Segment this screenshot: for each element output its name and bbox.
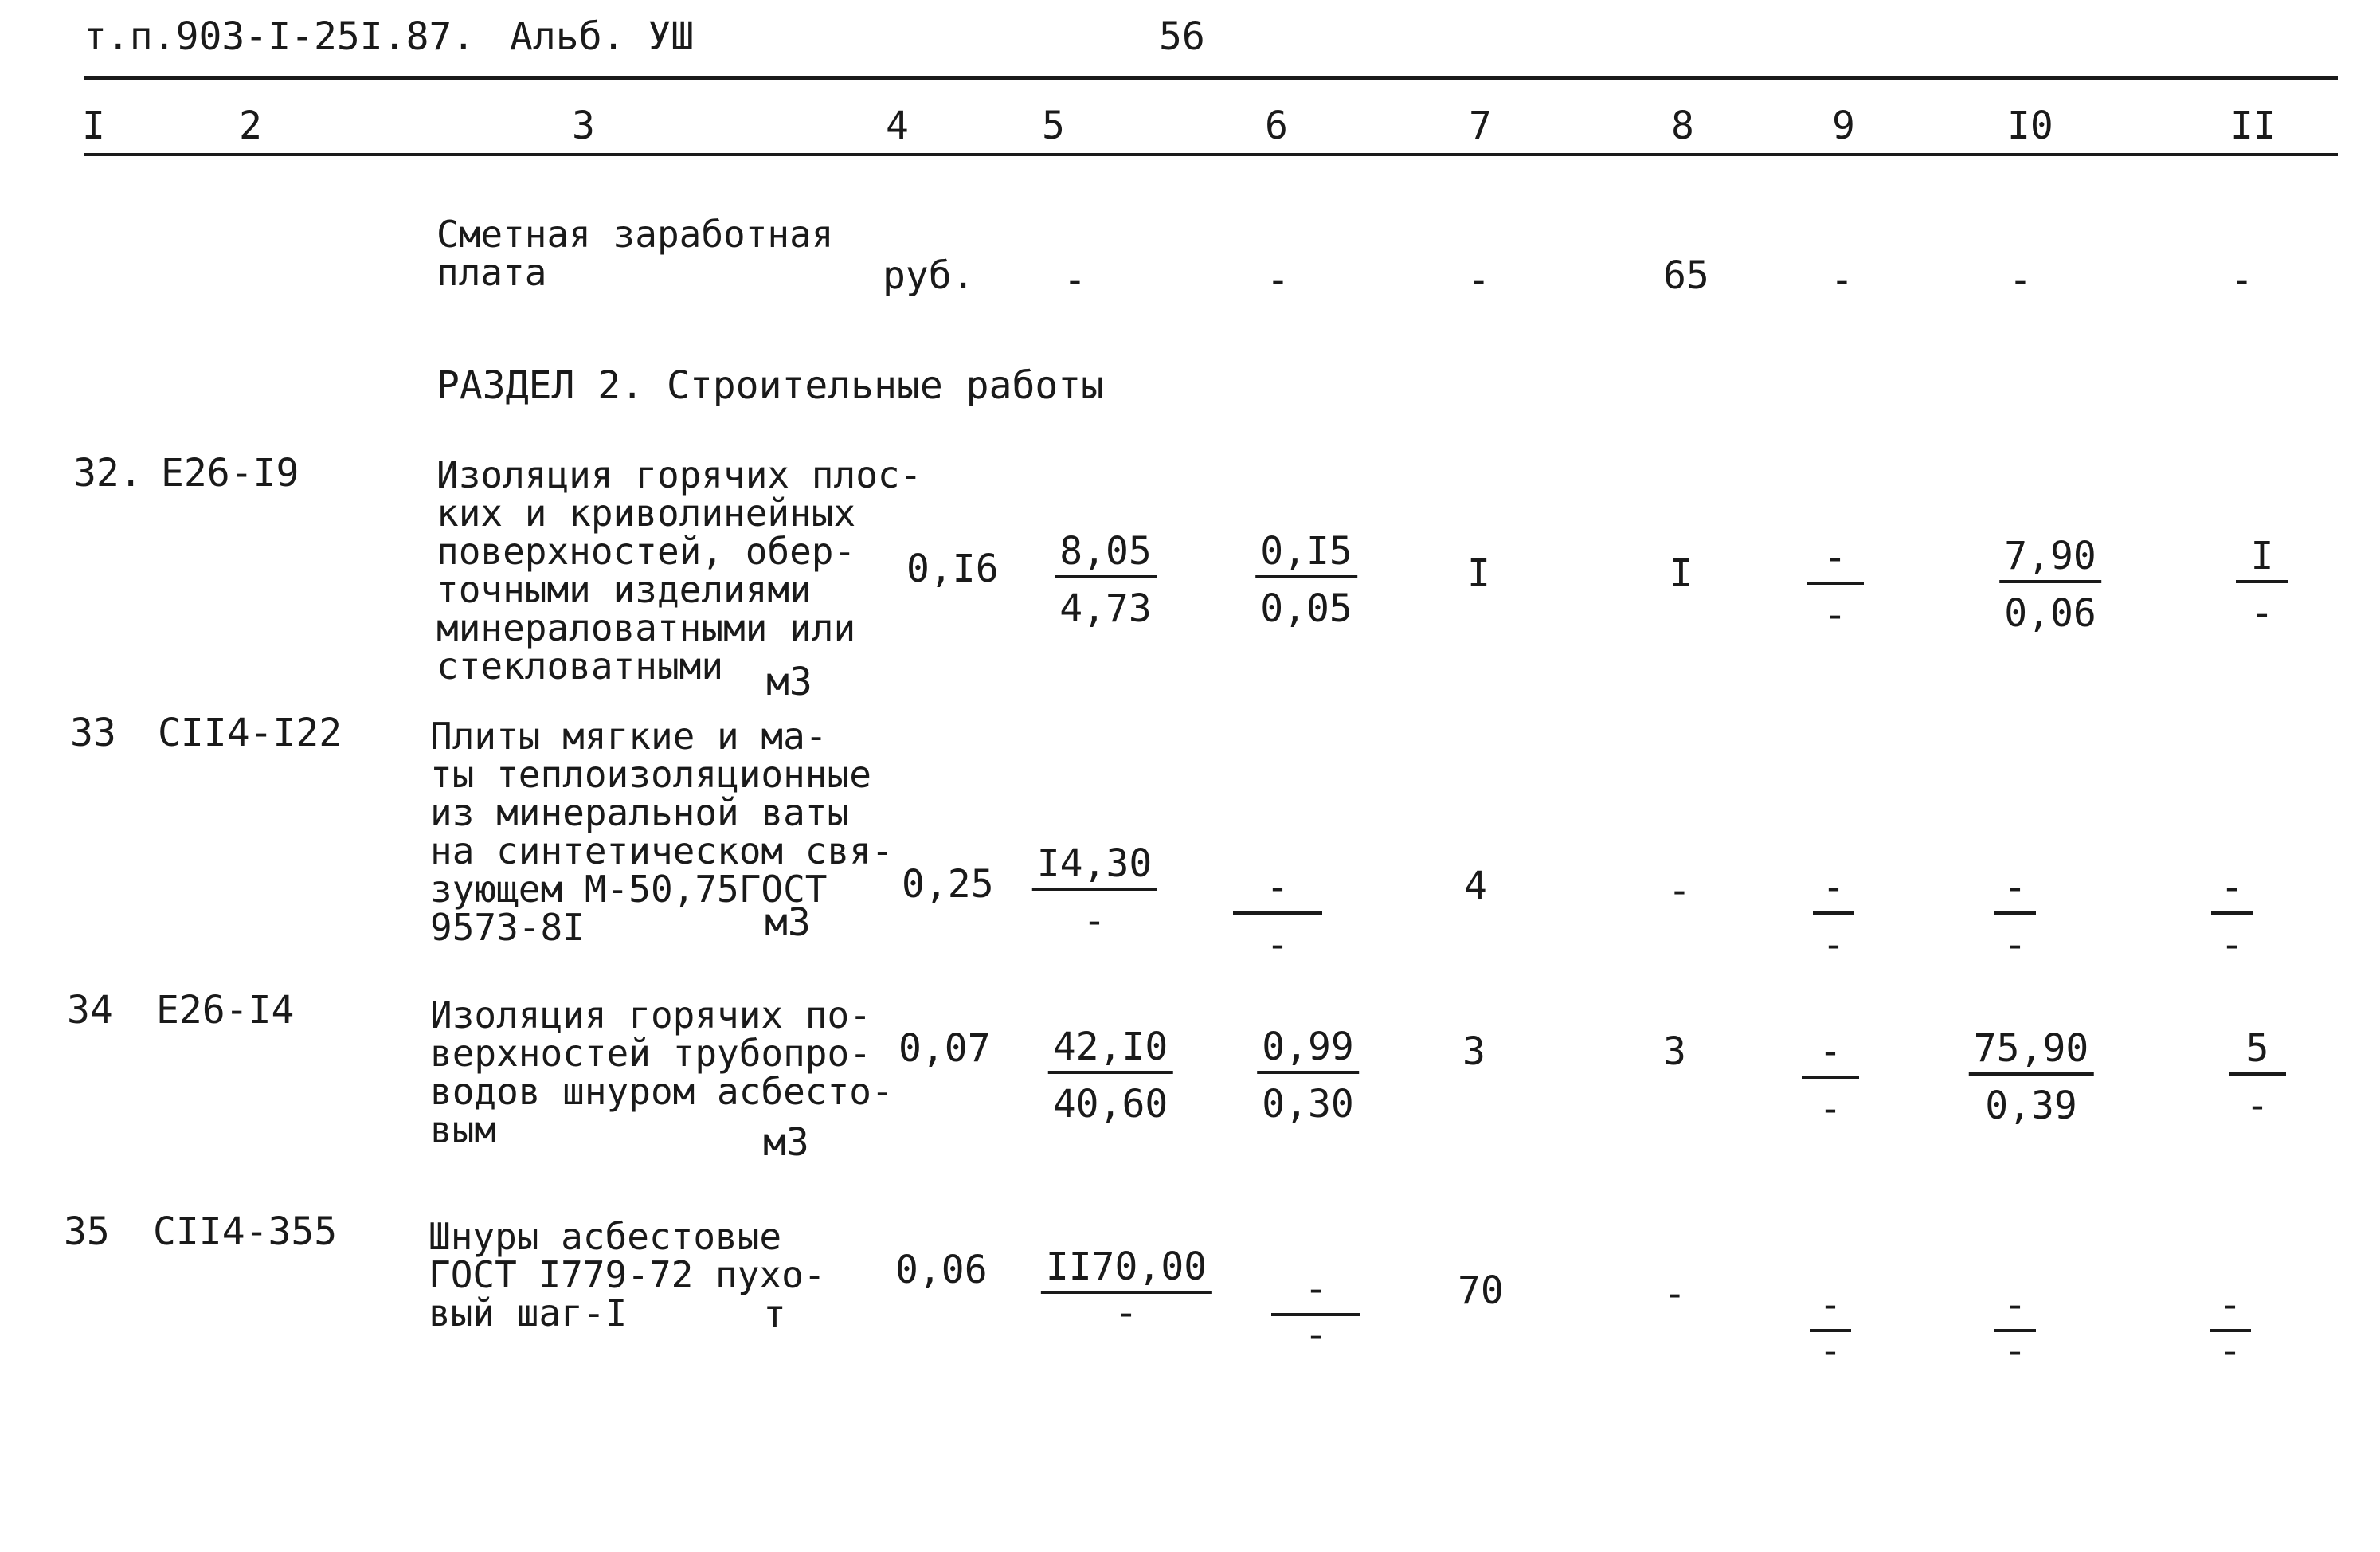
row-35-col5-num: II70,00: [1041, 1248, 1212, 1294]
section-title: РАЗДЕЛ 2. Строительные работы: [436, 363, 1105, 408]
doc-ref: т.п.903-I-25I.87.: [84, 14, 476, 59]
row-33-col11-num: -: [2211, 868, 2253, 915]
col-2: 2: [239, 104, 262, 148]
row-35-qty: 0,06: [895, 1248, 988, 1292]
row-35-col9-den: -: [1818, 1329, 1842, 1374]
row-34-code: Е26-I4: [156, 988, 295, 1033]
wage-col7: -: [1467, 258, 1490, 303]
row-32-col7: I: [1467, 551, 1490, 596]
row-35-col6-den: -: [1304, 1313, 1328, 1358]
row-35-col11-num: -: [2210, 1286, 2251, 1332]
row-32-col9-den: -: [1823, 593, 1847, 637]
row-32-col5-num: 8,05: [1055, 532, 1157, 578]
row-33-col11-den: -: [2220, 923, 2244, 967]
col-6: 6: [1265, 104, 1288, 148]
row-35-col6-num: -: [1271, 1270, 1360, 1316]
row-35-col7: 70: [1458, 1268, 1504, 1313]
col-5: 5: [1042, 104, 1065, 148]
album-label: Альб. УШ: [510, 14, 695, 59]
row-33-desc: Плиты мягкие и ма- ты теплоизоляционные из минеральной ваты на синтетическом свя- зующем М-50,75ГОСТ 9573-8I: [430, 715, 894, 949]
row-32-col8: I: [1670, 551, 1693, 596]
row-34-col7: 3: [1462, 1029, 1486, 1074]
wage-col11: -: [2230, 258, 2253, 303]
row-32-col10-num: 7,90: [1999, 537, 2101, 583]
row-35-col5-den: -: [1114, 1291, 1138, 1335]
row-32-col6-num: 0,I5: [1255, 532, 1357, 578]
row-34-col9-den: -: [1818, 1087, 1842, 1131]
row-34-col6-num: 0,99: [1257, 1028, 1359, 1074]
row-32-col11-num: I: [2236, 537, 2288, 583]
row-35-unit: т: [763, 1292, 786, 1337]
wage-col10: -: [2009, 258, 2032, 303]
row-35-col8: -: [1663, 1272, 1686, 1316]
row-34-qty: 0,07: [898, 1026, 991, 1071]
row-33-number: 33: [70, 711, 116, 755]
row-33-unit: м3: [765, 900, 811, 945]
row-33-col10-den: -: [2003, 923, 2027, 967]
col-11: II: [2230, 104, 2276, 148]
row-34-col8: 3: [1663, 1029, 1686, 1074]
row-34-col9-num: -: [1802, 1033, 1859, 1079]
row-35-code: СII4-355: [153, 1209, 338, 1254]
wage-col5: -: [1063, 258, 1086, 303]
row-35-col10-num: -: [1994, 1286, 2036, 1332]
row-34-col10-den: 0,39: [1985, 1084, 2077, 1128]
row-32-col9-num: -: [1807, 539, 1864, 585]
row-34-col10-num: 75,90: [1969, 1029, 2094, 1076]
row-33-col6-den: -: [1266, 923, 1290, 967]
row-34-desc: Изоляция горячих по- верхностей трубопро- водов шнуром асбесто- вым: [430, 994, 894, 1151]
wage-unit: руб.: [883, 253, 975, 298]
row-32-col10-den: 0,06: [2004, 591, 2096, 636]
wage-label: Сметная заработная плата: [436, 213, 834, 294]
row-34-unit: м3: [763, 1120, 809, 1165]
row-35-col10-den: -: [2003, 1329, 2027, 1374]
wage-col6: -: [1266, 258, 1290, 303]
row-32-code: Е26-I9: [161, 451, 299, 496]
top-rule: [84, 76, 2338, 80]
col-3: 3: [572, 104, 595, 148]
row-33-col9-num: -: [1813, 868, 1854, 915]
row-33-col8: -: [1668, 868, 1691, 913]
row-34-col5-den: 40,60: [1052, 1082, 1168, 1127]
row-32-number: 32.: [73, 451, 143, 496]
row-32-col5-den: 4,73: [1059, 586, 1152, 631]
row-34-col11-den: -: [2245, 1084, 2269, 1128]
row-33-col7: 4: [1464, 864, 1487, 908]
col-10: I0: [2007, 104, 2053, 148]
row-32-col11-den: -: [2250, 591, 2274, 636]
row-35-number: 35: [64, 1209, 110, 1254]
col-7: 7: [1469, 104, 1492, 148]
row-35-col11-den: -: [2218, 1329, 2242, 1374]
row-32-desc: Изоляция горячих плос- ких и криволинейных поверхностей, обер- точными изделиями минераловатными или стекловатными: [436, 453, 922, 688]
col-4: 4: [886, 104, 909, 148]
row-32-col6-den: 0,05: [1260, 586, 1352, 631]
col-8: 8: [1671, 104, 1694, 148]
row-32-unit: м3: [766, 660, 812, 704]
row-33-code: СII4-I22: [158, 711, 343, 755]
row-33-col9-den: -: [1822, 923, 1846, 967]
col-1: I: [82, 104, 105, 148]
header-rule: [84, 153, 2338, 156]
row-33-col5-num: I4,30: [1032, 845, 1157, 891]
row-34-col5-num: 42,I0: [1048, 1028, 1173, 1074]
wage-col8: 65: [1663, 253, 1709, 298]
row-33-col6-num: -: [1233, 868, 1322, 915]
row-35-desc: Шнуры асбестовые ГОСТ I779-72 пухо- вый шаг-I: [429, 1215, 826, 1334]
row-33-col5-den: -: [1082, 899, 1106, 943]
row-34-col6-den: 0,30: [1262, 1082, 1354, 1127]
wage-col9: -: [1830, 258, 1854, 303]
page-number: 56: [1159, 14, 1205, 59]
row-32-qty: 0,I6: [906, 547, 999, 591]
row-34-number: 34: [67, 988, 113, 1033]
row-34-col11-num: 5: [2229, 1029, 2286, 1076]
row-35-col9-num: -: [1810, 1286, 1851, 1332]
row-33-qty: 0,25: [902, 862, 994, 907]
col-9: 9: [1832, 104, 1855, 148]
row-33-col10-num: -: [1994, 868, 2036, 915]
